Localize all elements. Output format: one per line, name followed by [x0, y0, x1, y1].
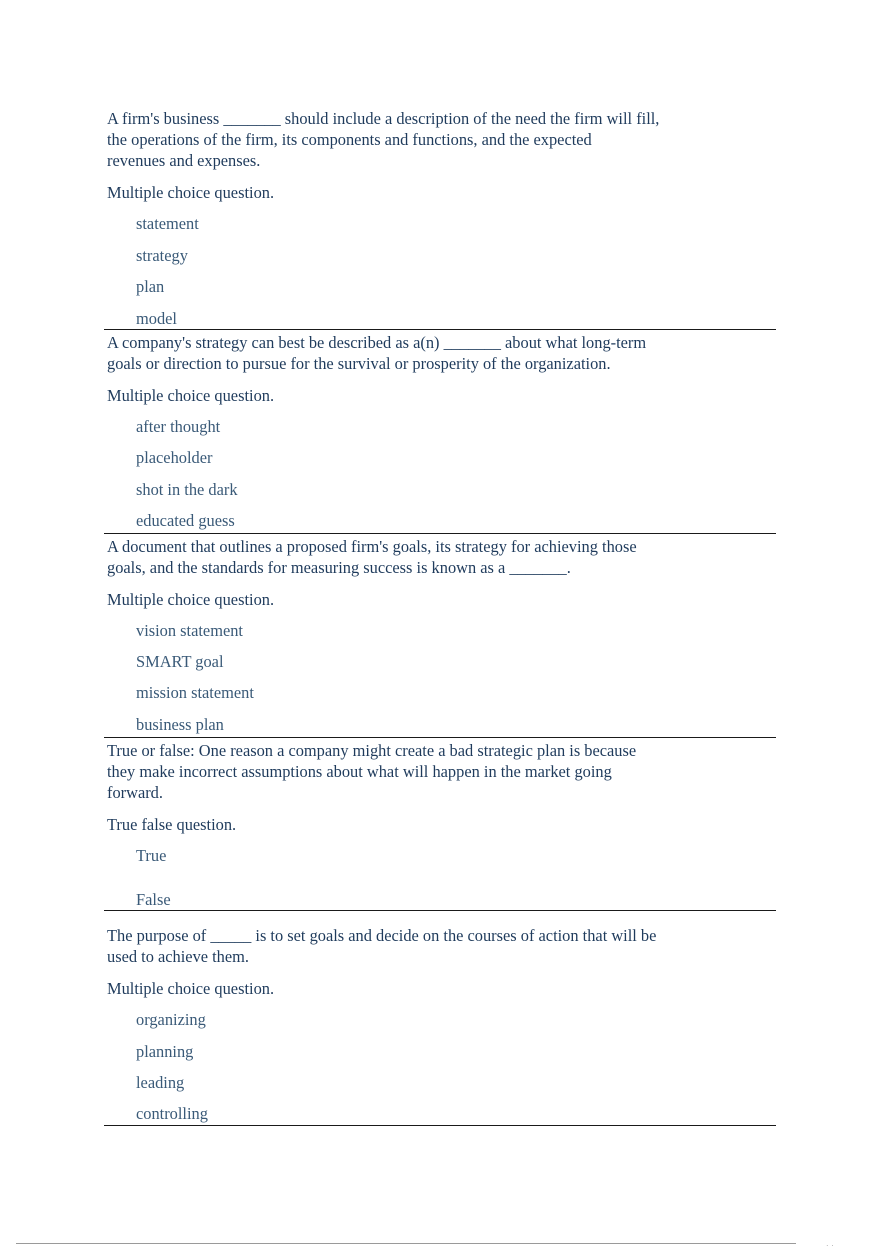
stem-line: A company's strategy can best be described as a(n) _______ about what long-term: [107, 333, 647, 352]
stem-line: goals, and the standards for measuring success is known as a _______.: [107, 558, 571, 577]
footer-divider: [16, 1243, 796, 1244]
question-4: [104, 740, 776, 911]
footer-marks: . .: [826, 1239, 834, 1248]
answer-option[interactable]: organizing: [136, 1010, 206, 1029]
stem-line: A firm's business _______ should include a description of the need the firm will fill,: [107, 109, 660, 128]
stem-line: they make incorrect assumptions about what will happen in the market going: [107, 762, 612, 781]
question-2: [104, 332, 776, 534]
answer-options: [104, 845, 776, 910]
question-stem: [107, 925, 717, 967]
answer-option[interactable]: after thought: [136, 417, 221, 436]
answer-option[interactable]: business plan: [136, 715, 224, 734]
answer-option[interactable]: shot in the dark: [136, 480, 238, 499]
answer-option[interactable]: planning: [136, 1042, 194, 1061]
question-stem: [107, 332, 717, 374]
stem-line: goals or direction to pursue for the survival or prosperity of the organization.: [107, 354, 611, 373]
answer-options: [104, 213, 776, 329]
stem-line: revenues and expenses.: [107, 151, 261, 170]
stem-line: The purpose of _____ is to set goals and decide on the courses of action that will be: [107, 926, 657, 945]
answer-option[interactable]: leading: [136, 1073, 185, 1092]
answer-option[interactable]: educated guess: [136, 511, 235, 530]
question-1: [104, 108, 776, 330]
question-stem: [107, 108, 717, 171]
answer-option[interactable]: vision statement: [136, 621, 243, 640]
question-type: Multiple choice question.: [107, 979, 275, 998]
question-stem: [107, 536, 717, 578]
stem-line: forward.: [107, 783, 163, 802]
answer-options: [104, 416, 776, 531]
answer-option[interactable]: placeholder: [136, 448, 213, 467]
stem-line: the operations of the firm, its components and functions, and the expected: [107, 130, 592, 149]
answer-option[interactable]: statement: [136, 214, 199, 233]
stem-line: used to achieve them.: [107, 947, 250, 966]
question-type: Multiple choice question.: [107, 183, 275, 202]
answer-option[interactable]: controlling: [136, 1104, 208, 1123]
stem-line: A document that outlines a proposed firm's goals, its strategy for achieving those: [107, 537, 637, 556]
question-type: Multiple choice question.: [107, 386, 275, 405]
answer-option[interactable]: strategy: [136, 246, 188, 265]
answer-option[interactable]: True: [136, 846, 167, 865]
question-5: [104, 925, 776, 1126]
answer-option[interactable]: mission statement: [136, 683, 254, 702]
question-type: Multiple choice question.: [107, 590, 275, 609]
answer-options: [104, 620, 776, 735]
answer-options: [104, 1009, 776, 1124]
question-3: [104, 536, 776, 738]
answer-option[interactable]: model: [136, 309, 177, 328]
question-stem: [107, 740, 717, 803]
answer-option[interactable]: SMART goal: [136, 652, 224, 671]
question-type: True false question.: [107, 815, 237, 834]
answer-option[interactable]: plan: [136, 277, 165, 296]
stem-line: True or false: One reason a company might create a bad strategic plan is because: [107, 741, 637, 760]
answer-option[interactable]: False: [136, 890, 171, 909]
